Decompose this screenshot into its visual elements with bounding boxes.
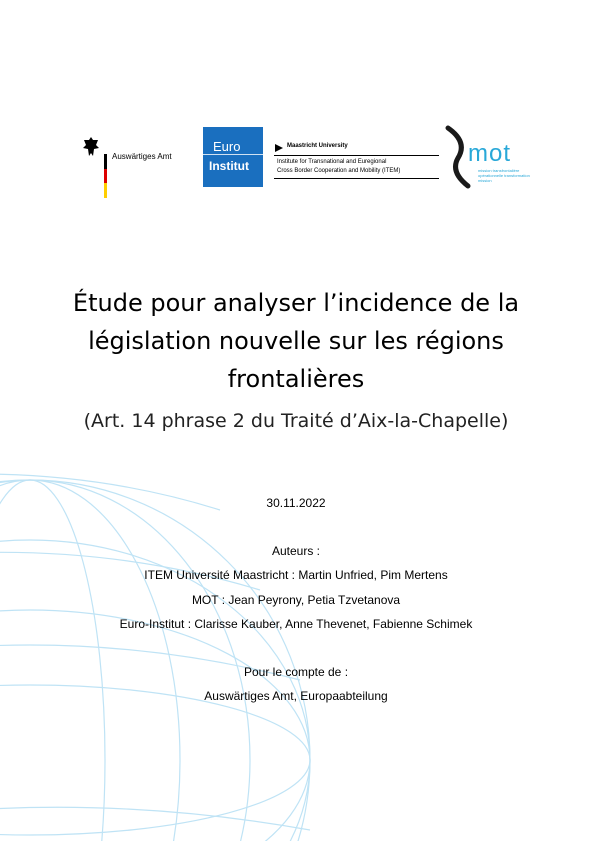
- german-flag-stripe: [104, 154, 107, 198]
- auswaertiges-amt-logo: [82, 136, 192, 188]
- maastricht-divider-bottom: [274, 178, 439, 179]
- document-title: [40, 284, 552, 398]
- globe-background: [0, 430, 330, 841]
- item-line-1: Institute for Transnational and Euregional: [277, 159, 387, 165]
- euro-institut-line2: Institut: [209, 159, 249, 173]
- maastricht-item-logo: [274, 140, 446, 186]
- author-line-mot: MOT : Jean Peyrony, Petia Tzvetanova: [191, 593, 401, 607]
- euro-institut-line1: Euro: [213, 139, 241, 154]
- client-label: Pour le compte de :: [243, 665, 349, 679]
- item-line-2: Cross Border Cooperation and Mobility (ITEM): [277, 168, 401, 174]
- title-line-2: législation nouvelle sur les régions: [88, 327, 504, 355]
- title-line-1: Étude pour analyser l’incidence de la: [72, 289, 520, 317]
- eagle-icon: [82, 136, 100, 158]
- document-date: 30.11.2022: [266, 496, 326, 510]
- document-subtitle: (Art. 14 phrase 2 du Traité d’Aix-la-Chapelle): [83, 410, 509, 432]
- maastricht-university-label: Maastricht University: [287, 143, 348, 149]
- mot-logo: [444, 124, 539, 190]
- euro-institut-logo: [203, 127, 263, 187]
- maastricht-mark-icon: [274, 143, 284, 153]
- mot-tagline: mission transfrontalière opérationnelle transformation mission: [478, 168, 530, 183]
- logo-bar: [0, 120, 592, 200]
- euro-institut-divider: [203, 154, 263, 155]
- title-line-3: frontalières: [227, 365, 365, 393]
- auswaertiges-amt-label: Auswärtiges Amt: [112, 152, 172, 161]
- mot-wordmark: mot: [468, 140, 512, 167]
- author-line-item: ITEM Université Maastricht : Martin Unfried, Pim Mertens: [144, 568, 448, 582]
- client-name: Auswärtiges Amt, Europaabteilung: [204, 689, 388, 703]
- author-line-euro-institut: Euro-Institut : Clarisse Kauber, Anne Thevenet, Fabienne Schimek: [119, 617, 473, 631]
- authors-label: Auteurs :: [271, 544, 321, 558]
- maastricht-divider-top: [274, 155, 439, 156]
- item-institute-label: [277, 158, 400, 176]
